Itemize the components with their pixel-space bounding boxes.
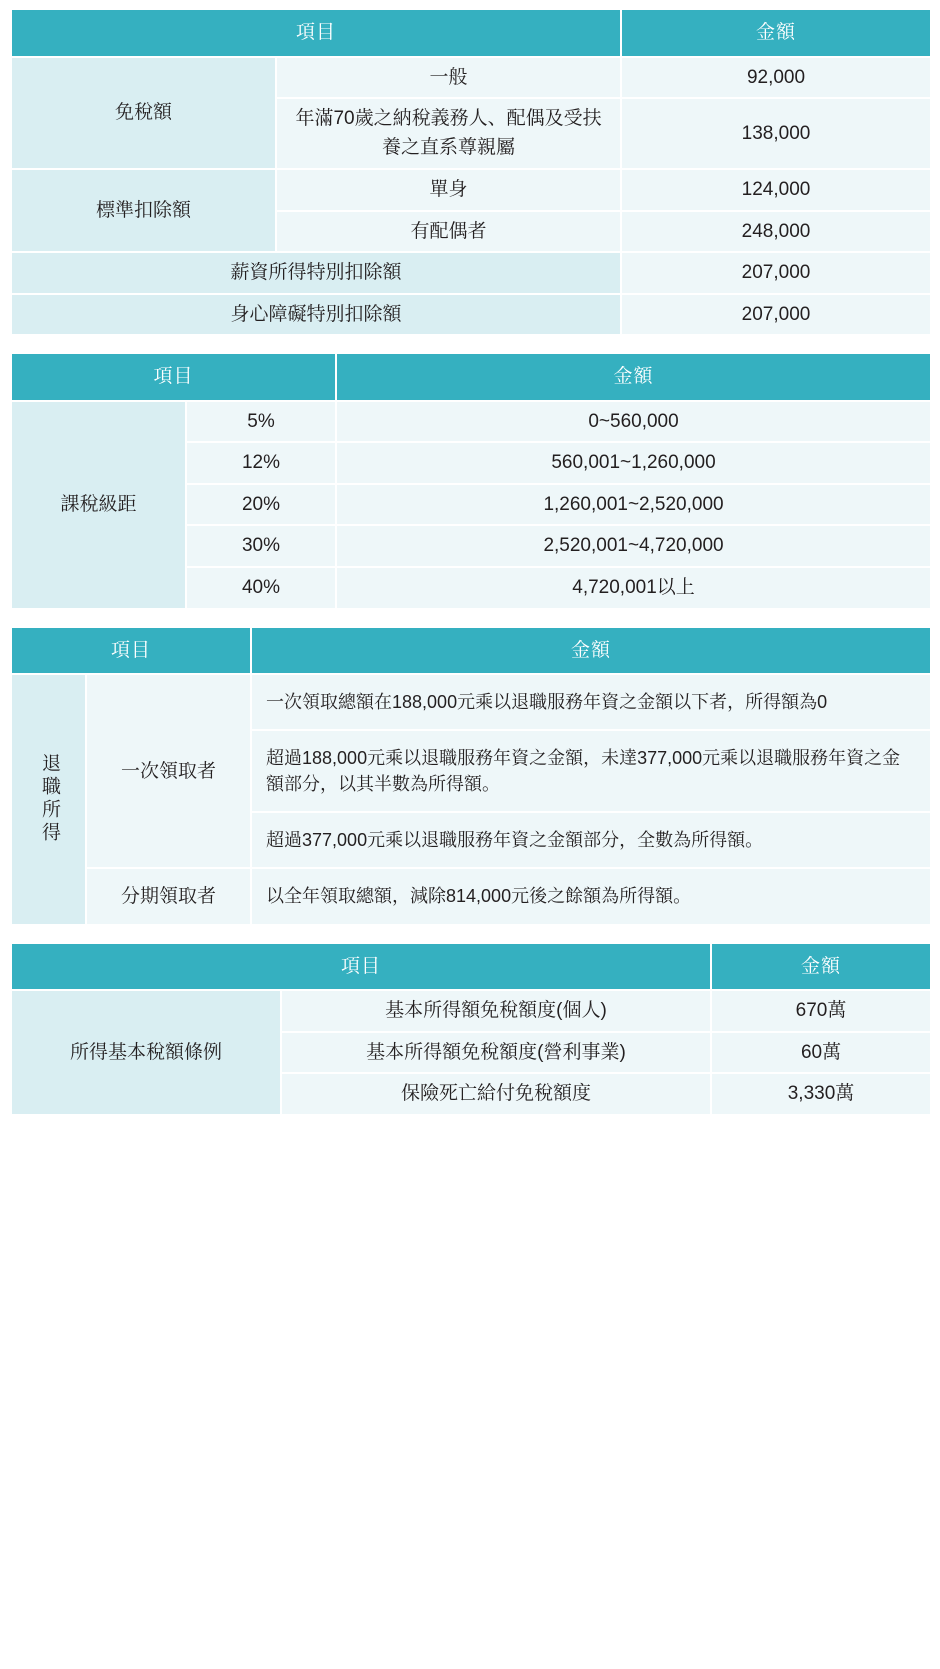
row-group-label: 課稅級距: [11, 401, 186, 609]
row-item-label: 保險死亡給付免稅額度: [281, 1073, 711, 1115]
table-row: [11, 674, 931, 730]
rule-text: 以全年領取總額，減除814,000元後之餘額為所得額。: [251, 868, 931, 924]
table-spacer: [10, 926, 930, 942]
exemption-deduction-table: [10, 8, 932, 336]
table-row: [11, 294, 931, 336]
column-header-item: 項目: [11, 353, 336, 401]
row-amount: 670萬: [711, 990, 931, 1032]
section-label-lump-sum: 一次領取者: [86, 674, 251, 868]
bracket-rate: 20%: [186, 484, 336, 526]
row-amount: 207,000: [621, 294, 931, 336]
table-row: [11, 401, 931, 443]
section-label-installment: 分期領取者: [86, 868, 251, 924]
column-header-amount: 金額: [711, 943, 931, 991]
table-row: [11, 57, 931, 99]
bracket-rate: 5%: [186, 401, 336, 443]
row-amount: 124,000: [621, 169, 931, 211]
bracket-range: 2,520,001~4,720,000: [336, 525, 931, 567]
retirement-income-table: [10, 626, 932, 926]
bracket-range: 0~560,000: [336, 401, 931, 443]
row-amount: 3,330萬: [711, 1073, 931, 1115]
row-group-label-text: 退職所得: [38, 753, 60, 846]
row-group-label: 所得基本稅額條例: [11, 990, 281, 1115]
bracket-range: 1,260,001~2,520,000: [336, 484, 931, 526]
row-amount: 60萬: [711, 1032, 931, 1074]
row-sub-label: 有配偶者: [276, 211, 621, 253]
row-group-label: 標準扣除額: [11, 169, 276, 252]
table-header-row: [11, 627, 931, 675]
row-sub-label: 單身: [276, 169, 621, 211]
row-item-label: 基本所得額免稅額度(營利事業): [281, 1032, 711, 1074]
table-spacer: [10, 610, 930, 626]
column-header-amount: 金額: [251, 627, 931, 675]
row-sub-label: 年滿70歲之納稅義務人、配偶及受扶養之直系尊親屬: [276, 98, 621, 169]
row-group-label: [11, 674, 86, 924]
table-row: [11, 252, 931, 294]
bracket-range: 4,720,001以上: [336, 567, 931, 609]
column-header-amount: 金額: [621, 9, 931, 57]
table-row: [11, 868, 931, 924]
bracket-rate: 30%: [186, 525, 336, 567]
column-header-amount: 金額: [336, 353, 931, 401]
bracket-rate: 12%: [186, 442, 336, 484]
row-amount: 248,000: [621, 211, 931, 253]
column-header-item: 項目: [11, 9, 621, 57]
row-group-label: 免稅額: [11, 57, 276, 170]
rule-text: 一次領取總額在188,000元乘以退職服務年資之金額以下者，所得額為0: [251, 674, 931, 730]
rule-text: 超過188,000元乘以退職服務年資之金額，未達377,000元乘以退職服務年資之金額部分，以其半數為所得額。: [251, 730, 931, 812]
row-full-label: 薪資所得特別扣除額: [11, 252, 621, 294]
table-row: [11, 169, 931, 211]
row-amount: 207,000: [621, 252, 931, 294]
table-header-row: [11, 9, 931, 57]
column-header-item: 項目: [11, 627, 251, 675]
row-amount: 92,000: [621, 57, 931, 99]
row-item-label: 基本所得額免稅額度(個人): [281, 990, 711, 1032]
tax-bracket-table: [10, 352, 932, 609]
table-header-row: [11, 943, 931, 991]
bracket-range: 560,001~1,260,000: [336, 442, 931, 484]
table-header-row: [11, 353, 931, 401]
table-row: [11, 990, 931, 1032]
row-full-label: 身心障礙特別扣除額: [11, 294, 621, 336]
rule-text: 超過377,000元乘以退職服務年資之金額部分，全數為所得額。: [251, 812, 931, 868]
column-header-item: 項目: [11, 943, 711, 991]
bracket-rate: 40%: [186, 567, 336, 609]
table-spacer: [10, 336, 930, 352]
basic-income-tax-table: [10, 942, 932, 1116]
row-amount: 138,000: [621, 98, 931, 169]
row-sub-label: 一般: [276, 57, 621, 99]
